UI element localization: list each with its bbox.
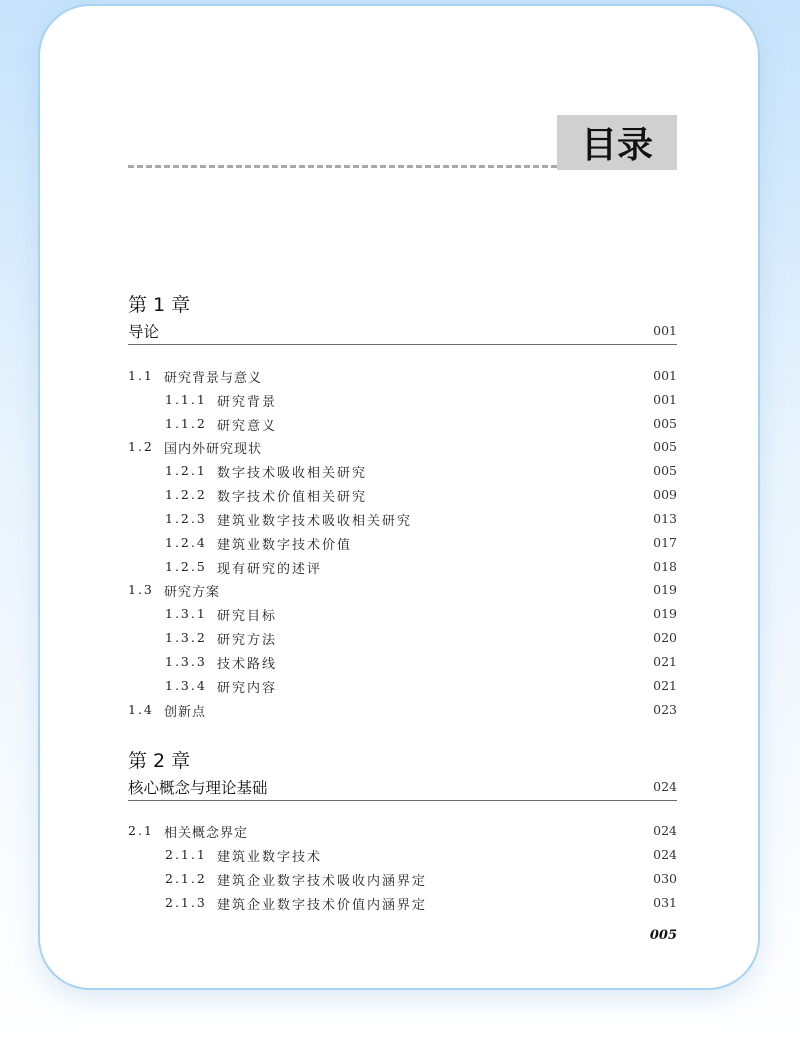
toc-dashed-rule	[128, 165, 557, 168]
entry-title: 数字技术价值相关研究	[217, 490, 368, 505]
entry-number: 1.3.1	[165, 606, 207, 621]
entry-number: 1.3.4	[165, 678, 207, 693]
page-number: 024	[653, 779, 677, 794]
toc-entry[interactable]	[128, 700, 677, 720]
toc-entry[interactable]	[128, 821, 677, 841]
toc-entry[interactable]	[128, 628, 677, 648]
chapter-number: 第 2 章	[128, 750, 191, 772]
entry-title: 研究方法	[217, 633, 278, 648]
entry-number: 1.2	[128, 439, 154, 454]
entry-number: 1.2.1	[165, 463, 207, 478]
page-number: 018	[653, 559, 677, 574]
page-number: 001	[653, 392, 677, 407]
page-number: 001	[653, 368, 677, 383]
entry-number: 1.3	[128, 582, 154, 597]
toc-entry[interactable]	[128, 533, 677, 553]
entry-title: 国内外研究现状	[164, 442, 263, 457]
toc-entry[interactable]	[128, 893, 677, 913]
toc-entry[interactable]	[128, 604, 677, 624]
toc-entry[interactable]	[128, 461, 677, 481]
entry-title: 现有研究的述评	[217, 562, 323, 577]
toc-entry[interactable]	[128, 437, 677, 457]
entry-number: 1.2.2	[165, 487, 207, 502]
toc-entry[interactable]	[128, 580, 677, 600]
page-number: 009	[653, 487, 677, 502]
toc-entry[interactable]	[128, 652, 677, 672]
toc-entry[interactable]	[128, 414, 677, 434]
entry-title: 技术路线	[217, 657, 278, 672]
entry-number: 2.1	[128, 823, 154, 838]
entry-number: 2.1.3	[165, 895, 207, 910]
entry-title: 建筑业数字技术价值	[217, 538, 353, 553]
toc-title: 目录	[557, 115, 677, 170]
page-number: 019	[653, 582, 677, 597]
entry-title: 研究方案	[164, 585, 221, 600]
entry-number: 1.1.1	[165, 392, 207, 407]
page-number: 021	[653, 654, 677, 669]
entry-number: 2.1.1	[165, 847, 207, 862]
page-number: 024	[653, 847, 677, 862]
page-number: 030	[653, 871, 677, 886]
entry-number: 1.4	[128, 702, 154, 717]
toc-entry[interactable]	[128, 676, 677, 696]
entry-number: 1.1.2	[165, 416, 207, 431]
toc-entry[interactable]	[128, 485, 677, 505]
page-folio: 005	[649, 928, 677, 943]
page-number: 021	[653, 678, 677, 693]
entry-title: 研究目标	[217, 609, 278, 624]
toc-header	[128, 115, 677, 170]
entry-title: 数字技术吸收相关研究	[217, 466, 368, 481]
entry-number: 1.1	[128, 368, 154, 383]
chapter-title: 核心概念与理论基础	[128, 779, 268, 797]
toc-entry[interactable]	[128, 390, 677, 410]
page-number: 017	[653, 535, 677, 550]
entry-title: 研究意义	[217, 419, 278, 434]
entry-number: 2.1.2	[165, 871, 207, 886]
page-number: 020	[653, 630, 677, 645]
chapter-title-row[interactable]	[128, 776, 677, 801]
page-number: 019	[653, 606, 677, 621]
toc-entry[interactable]	[128, 509, 677, 529]
entry-title: 研究内容	[217, 681, 278, 696]
page-number: 023	[653, 702, 677, 717]
page-number: 024	[653, 823, 677, 838]
chapter-title: 导论	[128, 323, 160, 341]
toc-entry[interactable]	[128, 366, 677, 386]
toc-entry[interactable]	[128, 869, 677, 889]
entry-title: 创新点	[164, 705, 207, 720]
entry-title: 研究背景	[217, 395, 278, 410]
chapter-title-row[interactable]	[128, 320, 677, 345]
entry-number: 1.3.3	[165, 654, 207, 669]
entry-title: 建筑业数字技术吸收相关研究	[217, 514, 413, 529]
entry-title: 建筑企业数字技术价值内涵界定	[217, 898, 428, 913]
entry-number: 1.3.2	[165, 630, 207, 645]
page-number: 005	[653, 463, 677, 478]
chapter-number: 第 1 章	[128, 294, 191, 316]
toc-entry[interactable]	[128, 845, 677, 865]
page-number: 001	[653, 323, 677, 338]
page-number: 013	[653, 511, 677, 526]
page-number: 005	[653, 416, 677, 431]
entry-number: 1.2.3	[165, 511, 207, 526]
entry-title: 相关概念界定	[164, 826, 249, 841]
toc-entry[interactable]	[128, 557, 677, 577]
entry-title: 建筑企业数字技术吸收内涵界定	[217, 874, 428, 889]
entry-title: 建筑业数字技术	[217, 850, 323, 865]
entry-title: 研究背景与意义	[164, 371, 263, 386]
entry-number: 1.2.4	[165, 535, 207, 550]
page-number: 031	[653, 895, 677, 910]
page-number: 005	[653, 439, 677, 454]
entry-number: 1.2.5	[165, 559, 207, 574]
